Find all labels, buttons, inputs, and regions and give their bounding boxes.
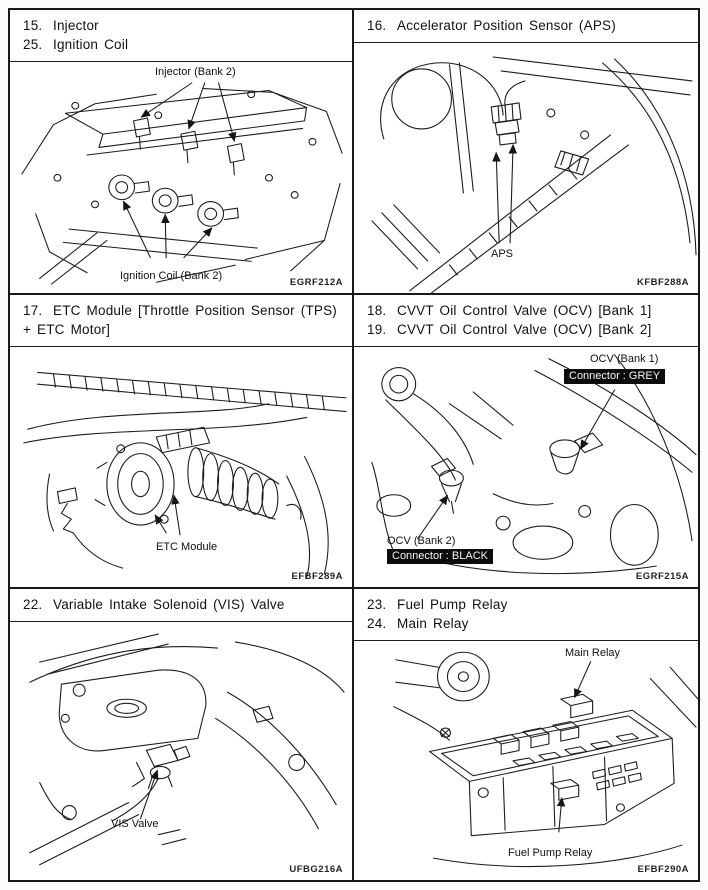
callout-ignition-coil-bank2: Ignition Coil (Bank 2) (120, 270, 223, 283)
panel-etc-module (10, 295, 354, 589)
figure-code: EGRF212A (289, 277, 343, 288)
title-text: CVVT Oil Control Valve (OCV) [Bank 2] (397, 322, 652, 338)
panel-illustration-area (354, 347, 698, 587)
title-text: Fuel Pump Relay (397, 597, 508, 612)
title-number: 24. (367, 616, 387, 632)
title-text: Variable Intake Solenoid (VIS) Valve (53, 597, 285, 612)
title-text: ETC Module [Throttle Position Sensor (TPS) + ETC Motor] (23, 303, 337, 338)
title-text: Ignition Coil (53, 37, 129, 53)
badge-connector-black: Connector : BLACK (387, 549, 493, 564)
panel-title-item (23, 35, 342, 54)
title-text: Accelerator Position Sensor (APS) (397, 18, 616, 33)
panel-accelerator-position-sensor (354, 10, 698, 295)
panel-illustration-area (354, 641, 698, 880)
panel-cvvt-ocv (354, 295, 698, 589)
panel-title-item (367, 614, 688, 633)
panel-header (354, 589, 698, 641)
title-number: 17. (23, 303, 43, 318)
panel-title-item (367, 595, 688, 614)
panel-title-item (367, 320, 688, 339)
figure-code: KFBF288A (636, 277, 689, 288)
title-number: 18. (367, 303, 387, 318)
panel-title-item (23, 301, 342, 339)
title-number: 22. (23, 597, 43, 612)
panel-title-item (367, 16, 688, 35)
figure-code: EGRF215A (635, 571, 689, 582)
panel-fuel-pump-main-relay (354, 589, 698, 880)
callout-vis-valve: VIS Valve (111, 818, 159, 831)
title-text: Injector (53, 18, 99, 33)
component-location-table (8, 8, 700, 882)
engine-illustration-injector-coil (10, 62, 352, 293)
title-number: 16. (367, 18, 387, 33)
panel-header (354, 10, 698, 43)
panel-header (10, 10, 352, 62)
panel-header (10, 589, 352, 622)
callout-injector-bank2: Injector (Bank 2) (155, 66, 236, 79)
panel-illustration-area (10, 62, 352, 293)
callout-etc-module: ETC Module (156, 541, 218, 554)
panel-illustration-area (10, 622, 352, 880)
figure-code: EFBF290A (637, 864, 689, 875)
panel-illustration-area (10, 347, 352, 587)
panel-vis-valve (10, 589, 354, 880)
callout-ocv-bank2: OCV (Bank 2) (387, 535, 456, 548)
callout-ocv-bank1: OCV (Bank 1) (590, 353, 659, 366)
panel-title-item (367, 301, 688, 320)
title-number: 15. (23, 18, 43, 33)
figure-code: EFBF289A (291, 571, 343, 582)
title-number: 19. (367, 322, 387, 338)
panel-title-item (23, 16, 342, 35)
panel-illustration-area (354, 43, 698, 293)
badge-connector-grey: Connector : GREY (564, 369, 665, 384)
panel-injector-ignition-coil (10, 10, 354, 295)
callout-aps: APS (491, 248, 514, 261)
title-text: CVVT Oil Control Valve (OCV) [Bank 1] (397, 303, 652, 318)
panel-header (354, 295, 698, 347)
panel-header (10, 295, 352, 347)
title-text: Main Relay (397, 616, 469, 632)
engine-illustration-relay-box (354, 641, 698, 880)
panel-title-item (23, 595, 342, 614)
engine-illustration-vis-valve (10, 622, 352, 880)
figure-code: UFBG216A (289, 864, 343, 875)
callout-main-relay: Main Relay (565, 647, 621, 660)
title-number: 23. (367, 597, 387, 612)
title-number: 25. (23, 37, 43, 53)
engine-illustration-aps (354, 43, 698, 293)
callout-fuel-pump-relay: Fuel Pump Relay (508, 847, 593, 860)
